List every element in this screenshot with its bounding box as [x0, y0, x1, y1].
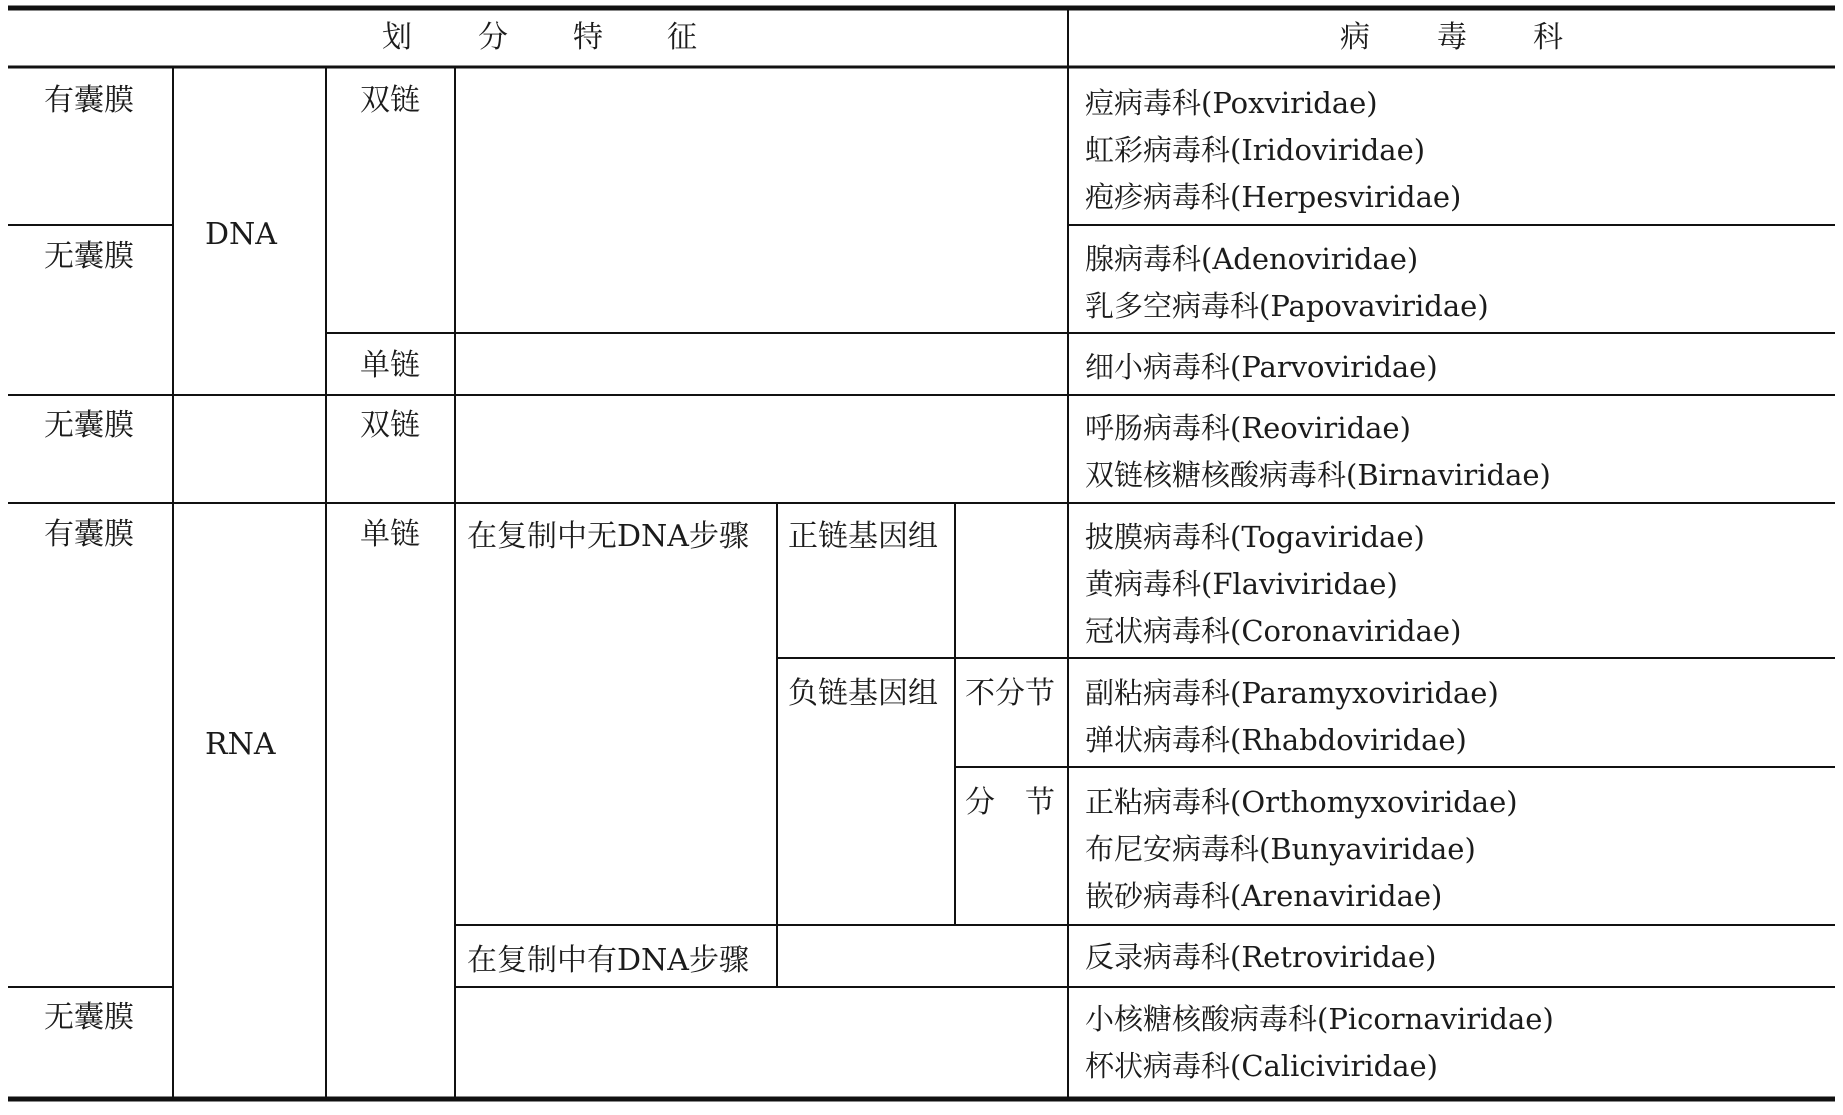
envelope-label: 无囊膜 — [44, 239, 134, 274]
strand-label: 单链 — [360, 348, 420, 383]
genome-label: 负链基因组 — [788, 676, 938, 711]
family-name: 细小病毒科(Parvoviridae) — [1085, 350, 1438, 384]
header-classification-char-4: 征 — [667, 20, 697, 55]
segmentation-label: 不分节 — [965, 676, 1055, 711]
header-family-char-2: 毒 — [1437, 20, 1467, 55]
header-classification-char-3: 特 — [573, 20, 603, 55]
header-classification-char-1: 划 — [382, 20, 412, 55]
family-name: 弹状病毒科(Rhabdoviridae) — [1085, 723, 1467, 757]
family-name: 反录病毒科(Retroviridae) — [1085, 940, 1437, 974]
envelope-label: 有囊膜 — [44, 83, 134, 118]
nucleic-acid-label: RNA — [205, 727, 276, 762]
family-name: 布尼安病毒科(Bunyaviridae) — [1085, 832, 1476, 866]
strand-label: 双链 — [360, 83, 420, 118]
family-name: 虹彩病毒科(Iridoviridae) — [1085, 133, 1426, 167]
family-name: 杯状病毒科(Caliciviridae) — [1085, 1049, 1438, 1083]
family-name: 副粘病毒科(Paramyxoviridae) — [1085, 676, 1499, 710]
family-name: 披膜病毒科(Togaviridae) — [1085, 520, 1425, 554]
envelope-label: 无囊膜 — [44, 408, 134, 443]
header-family-char-1: 病 — [1340, 20, 1370, 55]
strand-label: 双链 — [360, 408, 420, 443]
genome-label: 正链基因组 — [788, 519, 938, 554]
family-name: 正粘病毒科(Orthomyxoviridae) — [1085, 785, 1518, 819]
family-name: 痘病毒科(Poxviridae) — [1085, 86, 1378, 120]
family-name: 冠状病毒科(Coronaviridae) — [1085, 614, 1462, 648]
replication-label: 在复制中有DNA步骤 — [467, 943, 749, 978]
family-name: 乳多空病毒科(Papovaviridae) — [1085, 289, 1489, 323]
replication-label: 在复制中无DNA步骤 — [467, 519, 749, 554]
family-name: 黄病毒科(Flaviviridae) — [1085, 567, 1398, 601]
family-name: 小核糖核酸病毒科(Picornaviridae) — [1085, 1002, 1554, 1036]
family-name: 嵌砂病毒科(Arenaviridae) — [1085, 879, 1443, 913]
family-name: 疱疹病毒科(Herpesviridae) — [1085, 180, 1462, 214]
envelope-label: 无囊膜 — [44, 1000, 134, 1035]
family-name: 腺病毒科(Adenoviridae) — [1085, 242, 1419, 276]
nucleic-acid-label: DNA — [205, 217, 277, 252]
header-family-char-3: 科 — [1533, 20, 1563, 55]
strand-label: 单链 — [360, 517, 420, 552]
header-classification-char-2: 分 — [478, 20, 508, 55]
envelope-label: 有囊膜 — [44, 517, 134, 552]
family-name: 双链核糖核酸病毒科(Birnaviridae) — [1085, 458, 1551, 492]
family-name: 呼肠病毒科(Reoviridae) — [1085, 411, 1411, 445]
segmentation-label: 分 节 — [965, 785, 1055, 820]
